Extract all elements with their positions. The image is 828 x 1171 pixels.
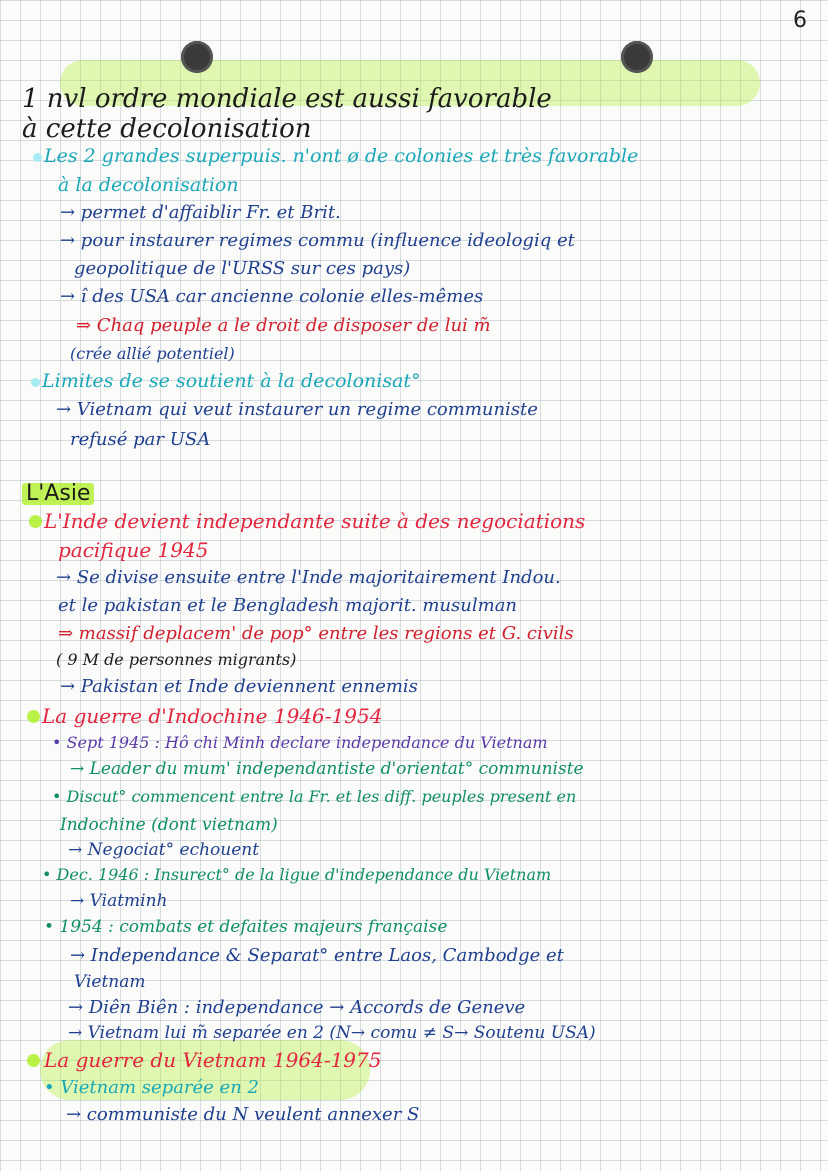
- bullet-dot-inde: [29, 515, 42, 528]
- note-line: pacifique 1945: [58, 538, 209, 562]
- bullet-dot-superpowers: [33, 153, 42, 162]
- note-line: ⇒ Chaq peuple a le droit de disposer de lui m̃: [76, 315, 491, 336]
- note-line: à la decolonisation: [58, 174, 239, 196]
- note-line: → pour instaurer regimes commu (influence ideologiq et: [60, 230, 575, 251]
- note-line: → Vietnam lui m̃ separée en 2 (N→ comu ≠ S→ Soutenu USA): [68, 1023, 596, 1043]
- note-line: à cette decolonisation: [22, 114, 312, 144]
- punch-hole-right: [621, 41, 653, 73]
- note-line: Indochine (dont vietnam): [60, 815, 278, 835]
- note-line: (crée allié potentiel): [70, 344, 235, 363]
- note-line: La guerre du Vietnam 1964-1975: [44, 1048, 382, 1072]
- note-line: Vietnam: [74, 972, 146, 992]
- note-line: 1 nvl ordre mondiale est aussi favorable: [22, 84, 552, 114]
- note-line: → Se divise ensuite entre l'Inde majoritairement Indou.: [56, 567, 561, 588]
- note-line: L'Inde devient independante suite à des negociations: [44, 509, 586, 533]
- note-line: Limites de se soutient à la decolonisat°: [42, 370, 421, 392]
- page-number: 6: [793, 8, 807, 33]
- note-line: La guerre d'Indochine 1946-1954: [42, 704, 383, 728]
- note-line: → Viatminh: [70, 891, 168, 911]
- note-line: → Vietnam qui veut instaurer un regime communiste: [56, 399, 538, 420]
- note-line: • Vietnam separée en 2: [44, 1077, 259, 1098]
- note-line: → Negociat° echouent: [68, 840, 260, 860]
- note-line: • Sept 1945 : Hô chi Minh declare independance du Vietnam: [52, 733, 548, 752]
- note-line: geopolitique de l'URSS sur ces pays): [74, 258, 411, 279]
- note-line: → Leader du mum' independantiste d'orientat° communiste: [70, 759, 584, 779]
- note-line: ⇒ massif deplacem' de pop° entre les regions et G. civils: [58, 623, 574, 644]
- note-line: → Pakistan et Inde deviennent ennemis: [60, 676, 418, 697]
- note-line: refusé par USA: [70, 429, 211, 450]
- note-line: Les 2 grandes superpuis. n'ont ø de colonies et très favorable: [44, 145, 639, 167]
- bullet-dot-indochine: [27, 710, 40, 723]
- note-line: • Dec. 1946 : Insurect° de la ligue d'independance du Vietnam: [42, 865, 552, 884]
- note-line: → Diên Biên : independance → Accords de Geneve: [68, 997, 526, 1018]
- note-line: L'Asie: [22, 483, 94, 505]
- note-line: → communiste du N veulent annexer S: [66, 1104, 420, 1125]
- note-line: et le pakistan et le Bengladesh majorit. musulman: [58, 595, 518, 616]
- note-line: • 1954 : combats et defaites majeurs française: [44, 917, 448, 937]
- note-line: • Discut° commencent entre la Fr. et les diff. peuples present en: [52, 787, 577, 806]
- bullet-dot-limits: [31, 378, 40, 387]
- punch-hole-left: [181, 41, 213, 73]
- note-line: → î des USA car ancienne colonie elles-mêmes: [60, 286, 484, 307]
- note-line: ( 9 M de personnes migrants): [56, 650, 297, 669]
- bullet-dot-vietnam-war: [27, 1054, 40, 1067]
- note-line: → Independance & Separat° entre Laos, Cambodge et: [70, 945, 564, 966]
- note-line: → permet d'affaiblir Fr. et Brit.: [60, 202, 341, 223]
